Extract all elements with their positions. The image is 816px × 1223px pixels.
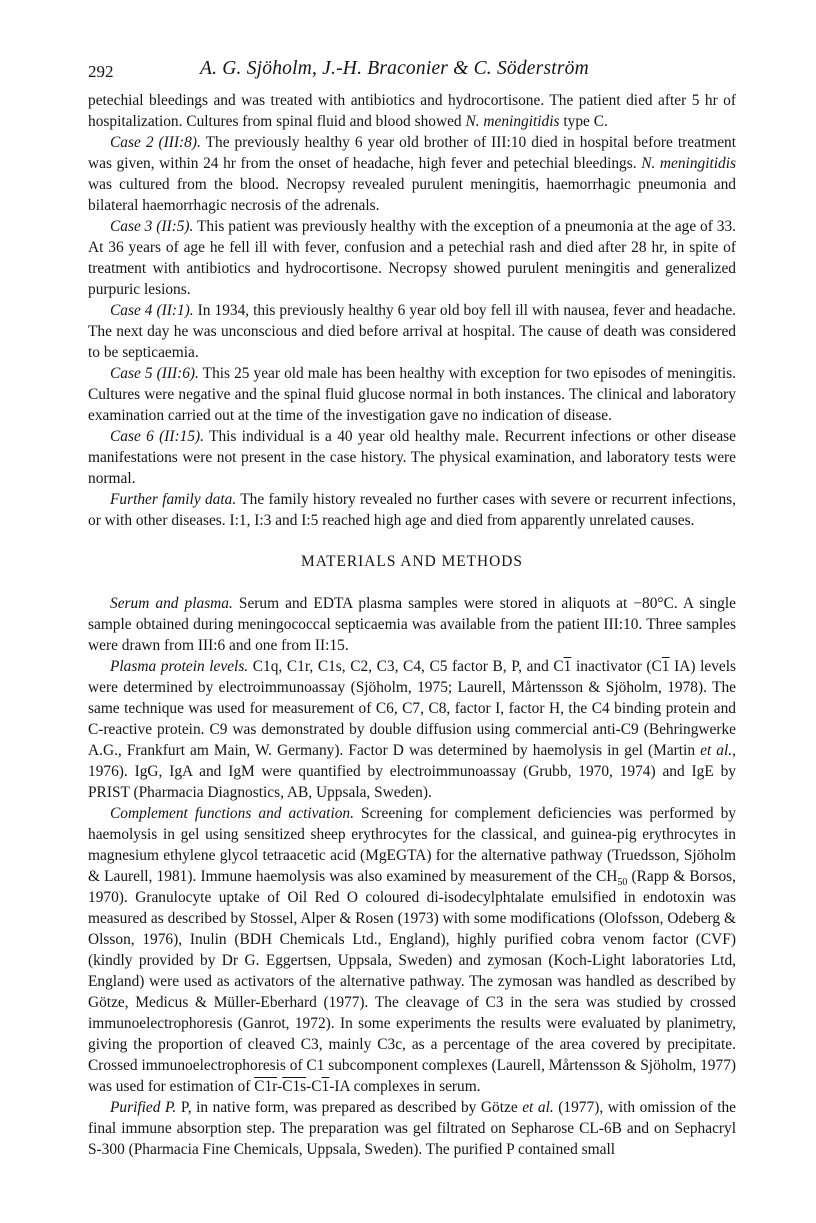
paragraph-case5: Case 5 (III:6). This 25 year old male has been healthy with exception for two episodes of meningitis. Cultures were negative and the spinal fluid glucose normal in both instances. The clinical and laboratory examination carried out at the time of the investigation gave no indication of disease. (88, 365, 736, 424)
page-number: 292 (88, 62, 114, 81)
paragraph-serum-plasma: Serum and plasma. Serum and EDTA plasma samples were stored in aliquots at −80°C. A single sample obtained during meningococcal septicaemia was available from the patient III:10. Three samples were drawn from III:6 and one from II:15. (88, 595, 736, 654)
page-header (88, 58, 736, 90)
case6-heading: Case 6 (II:15). (110, 428, 204, 445)
case5-heading: Case 5 (III:6). (110, 365, 199, 382)
case4-heading: Case 4 (II:1). (110, 302, 194, 319)
paragraph-plasma-protein-levels: Plasma protein levels. C1q, C1r, C1s, C2, C3, C4, C5 factor B, P, and C1 inactivator (C1 IA) levels were determined by electroimmunoassay (Sjöholm, 1975; Laurell, Mårtensson & Sjöholm, 1978). The same technique was used for measurement of C6, C7, C8, factor I, factor H, the C4 binding protein and C-reactive protein. C9 was demonstrated by double diffusion using commercial anti-C9 (Behringwerke A.G., Frankfurt am Main, W. Germany). Factor D was determined by haemolysis in gel (Martin et al., 1976). IgG, IgA and IgM were quantified by electroimmunoassay (Grubb, 1970, 1974) and IgE by PRIST (Pharmacia Diagnostics, AB, Uppsala, Sweden). (88, 658, 736, 801)
case2-heading: Case 2 (III:8). (110, 134, 201, 151)
running-head-authors: A. G. Sjöholm, J.-H. Braconier & C. Söderström (200, 58, 589, 79)
purified-p-heading: Purified P. (110, 1099, 177, 1116)
paragraph-complement-functions: Complement functions and activation. Screening for complement deficiencies was performed by haemolysis in gel using sensitized sheep erythrocytes for the classical, and guinea-pig erythrocytes in magnesium ethylene glycol tetraacetic acid (MgEGTA) for the alternative pathway (Truedsson, Sjöholm & Laurell, 1981). Immune haemolysis was also examined by measurement of the $CH_{50}$ (Rapp & Borsos, 1970). Granulocyte uptake of Oil Red O coloured di-isodecylphtalate emulsified in endotoxin was measured as described by Stossel, Alper & Rosen (1973) with some modifications (Olofsson, Odeberg & Olsson, 1976), Inulin (BDH Chemicals Ltd., England), highly purified cobra venom factor (CVF) (kindly provided by Dr G. Eggertsen, Uppsala, Sweden) and zymosan (Koch-Light laboratories Ltd, England) were used as activators of the alternative pathway. The zymosan was handled as described by Götze, Medicus & Müller-Eberhard (1977). The cleavage of C3 in the sera was studied by crossed immunoelectrophoresis (Ganrot, 1972). In some experiments the results were evaluated by planimetry, giving the proportion of cleaved C3, mainly C3c, as a percentage of the area covered by precipitate. Crossed immunoelectrophoresis of C1 subcomponent complexes (Laurell, Mårtensson & Sjöholm, 1977) was used for estimation of C1r-C1s-C1-IA complexes in serum. (88, 805, 737, 1095)
paragraph-case3: Case 3 (II:5). This patient was previously healthy with the exception of a pneumonia at the age of 33. At 36 years of age he fell ill with fever, confusion and a petechial rash and died after 28 hr, in spite of treatment with antibiotics and hydrocortisone. Necropsy showed purulent meningitis and generalized purpuric lesions. (88, 218, 736, 298)
plasma-protein-heading: Plasma protein levels. (110, 658, 249, 675)
journal-page (88, 58, 736, 1160)
paragraph-purified-p: Purified P. P, in native form, was prepared as described by Götze et al. (1977), with omission of the final immune absorption step. The preparation was gel filtrated on Sepharose CL-6B and on Sephacryl S-300 (Pharmacia Fine Chemicals, Uppsala, Sweden). The purified P contained small (88, 1099, 736, 1158)
section-heading-materials-methods: MATERIALS AND METHODS (301, 553, 523, 570)
paragraph-case2: Case 2 (III:8). The previously healthy 6 year old brother of III:10 died in hospital before treatment was given, within 24 hr from the onset of headache, high fever and petechial bleedings. N. meningitidis was cultured from the blood. Necropsy revealed purulent meningitis, haemorrhagic pneumonia and bilateral haemorrhagic necrosis of the adrenals. (88, 134, 737, 214)
paragraph-case4: Case 4 (II:1). In 1934, this previously healthy 6 year old boy fell ill with nausea, fever and headache. The next day he was unconscious and died before arrival at hospital. The cause of death was considered to be septicaemia. (88, 302, 737, 361)
case3-heading: Case 3 (II:5). (110, 218, 194, 235)
complement-functions-heading: Complement functions and activation. (110, 805, 354, 822)
serum-plasma-heading: Serum and plasma. (110, 595, 233, 612)
family-data-heading: Further family data. (110, 491, 237, 508)
paragraph-case1-continued: petechial bleedings and was treated with antibiotics and hydrocortisone. The patient died after 5 hr of hospitalization. Cultures from spinal fluid and blood showed N. meningitidis type C. (88, 92, 736, 130)
paragraph-case6: Case 6 (II:15). This individual is a 40 year old healthy male. Recurrent infections or other disease manifestations were not present in the case history. The physical examination, and laboratory tests were normal. (88, 428, 736, 487)
paragraph-family-data: Further family data. The family history revealed no further cases with severe or recurrent infections, or with other diseases. I:1, I:3 and I:5 reached high age and died from apparently unrelated causes. (88, 491, 736, 529)
